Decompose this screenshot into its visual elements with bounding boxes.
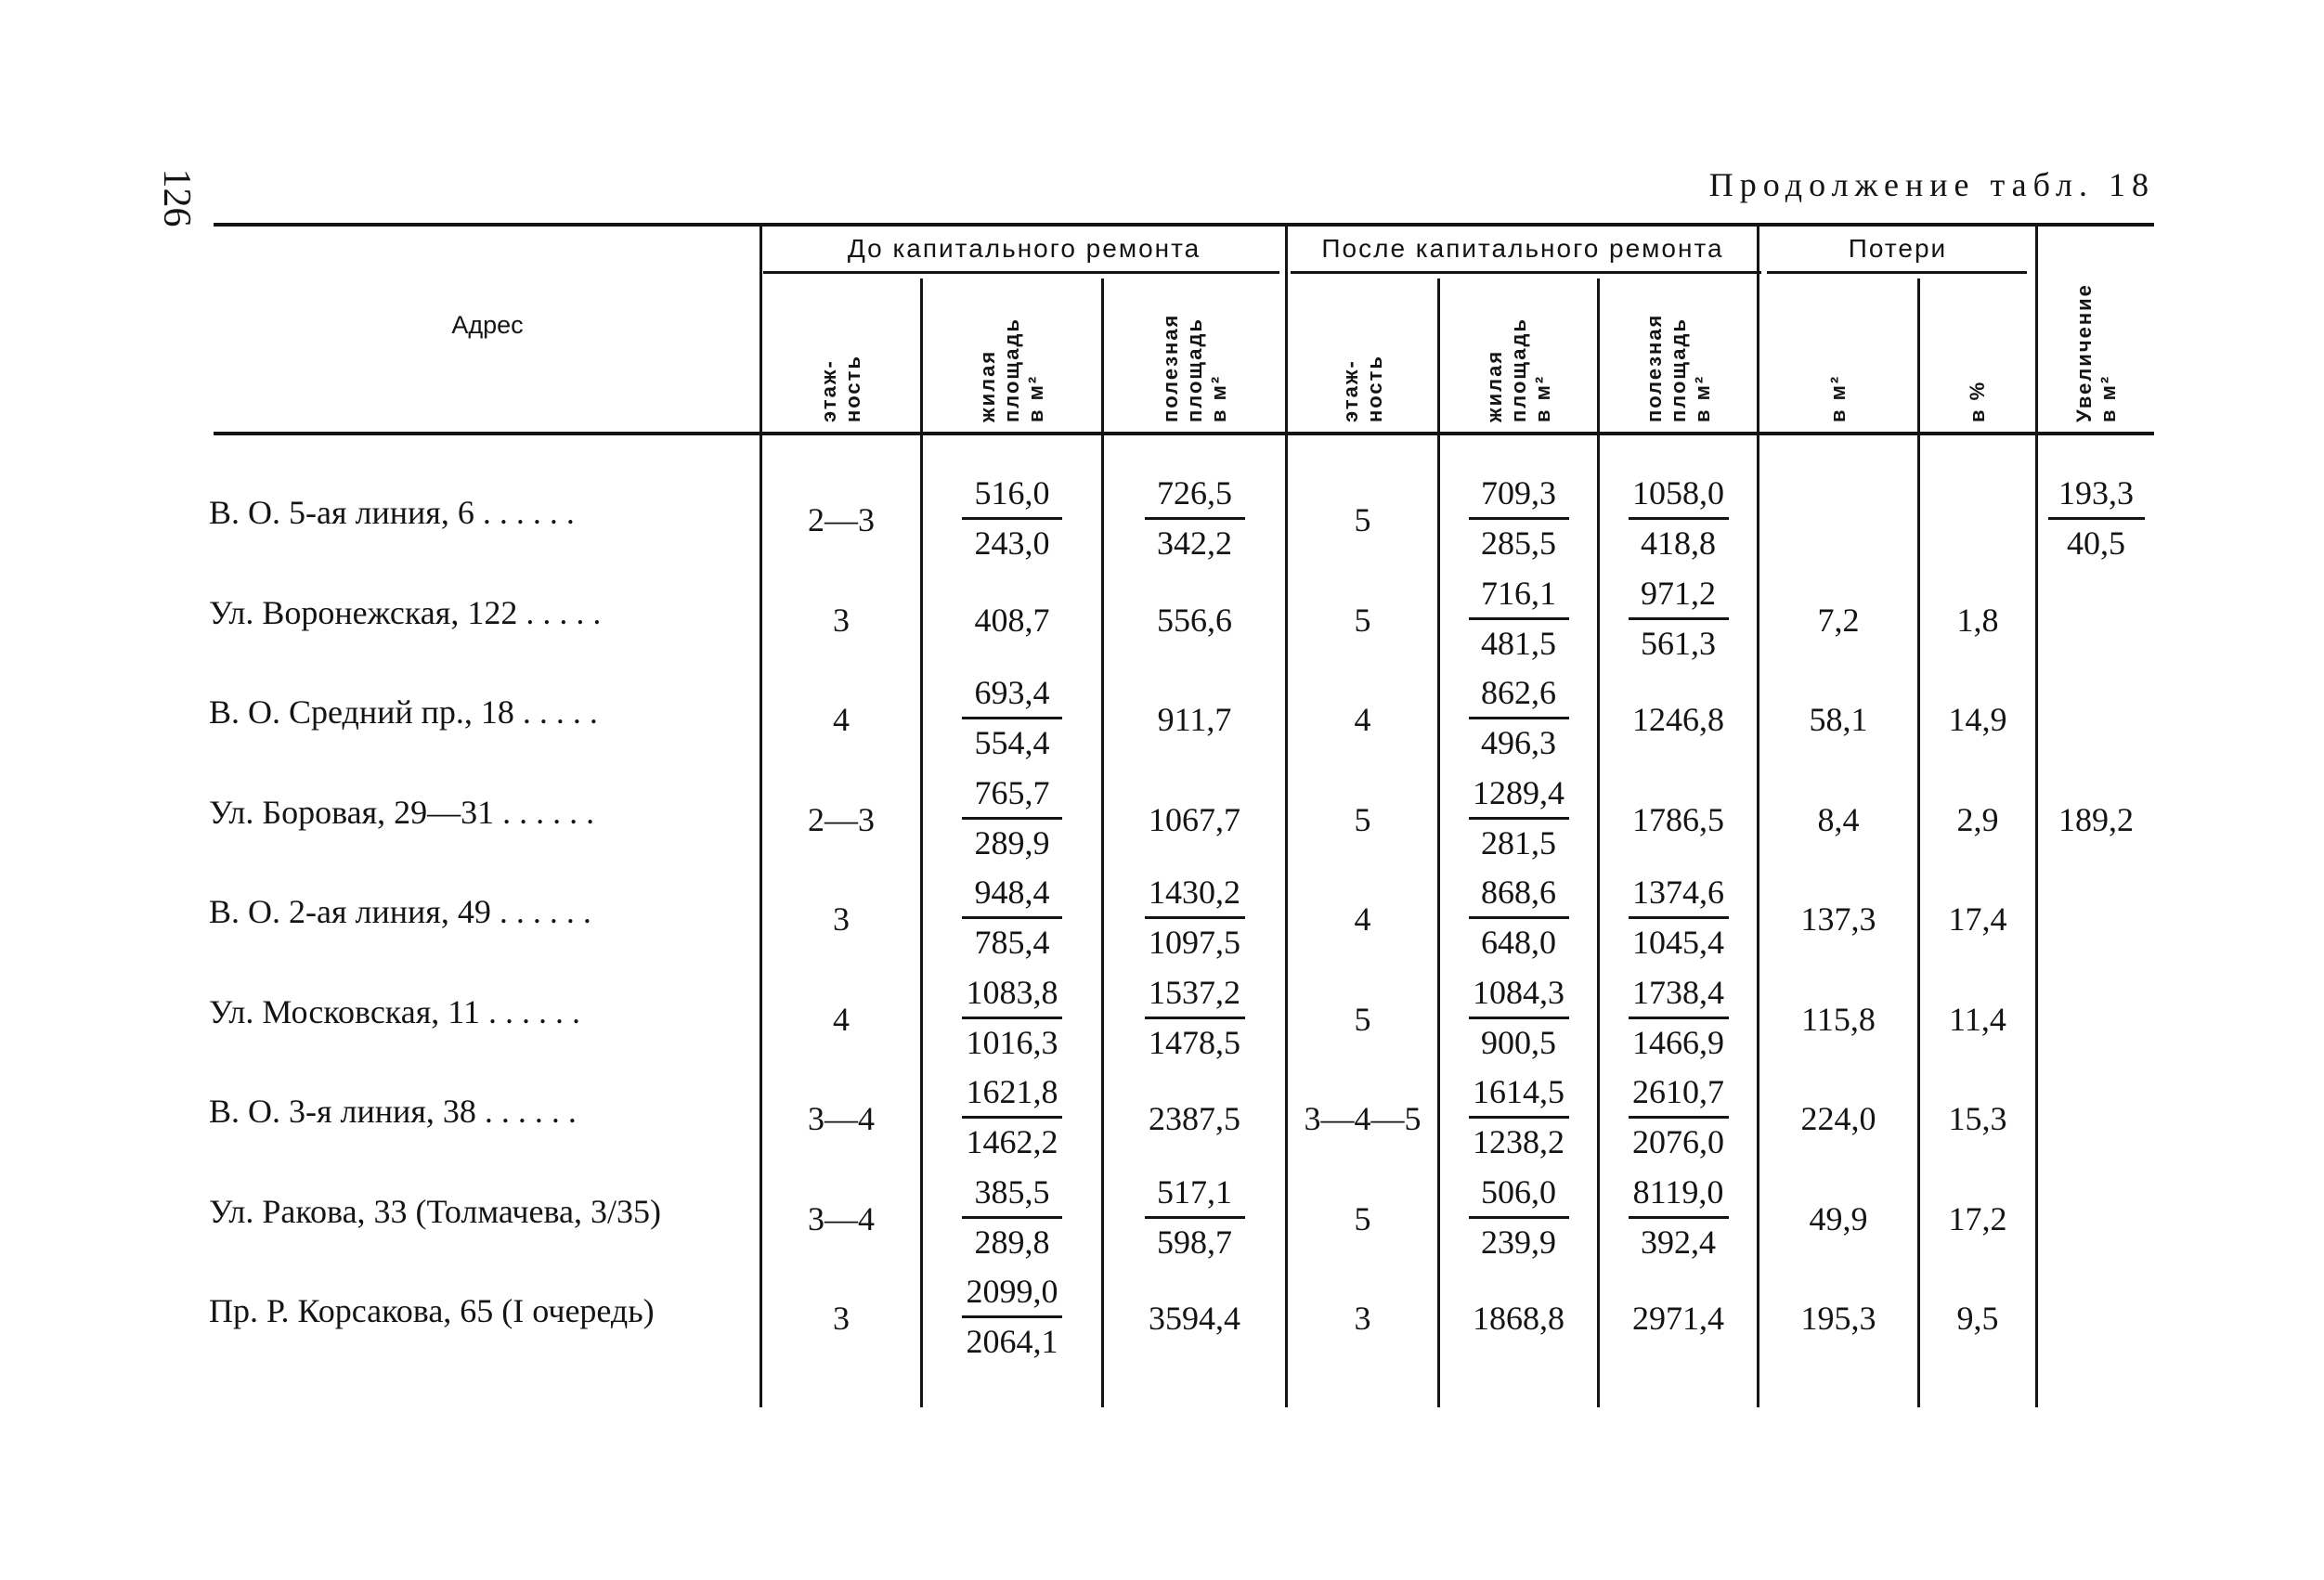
floors-after-cell	[1288, 1169, 1437, 1269]
increase-cell	[2038, 1068, 2154, 1169]
floors-after-cell	[1288, 470, 1437, 570]
group-rule-after	[1291, 271, 1761, 274]
increase-cell	[2038, 1268, 2154, 1368]
cell-value: 408,7	[974, 601, 1050, 639]
group-header-losses: Потери	[1848, 234, 1948, 263]
address-cell: В. О. Средний пр., 18 . . . . .	[209, 693, 598, 731]
cell-value: 5	[1354, 800, 1371, 838]
cell-value: 911,7	[1157, 701, 1232, 738]
useful-before-cell	[1104, 1268, 1285, 1368]
fraction-denominator: 40,5	[2067, 525, 2125, 562]
loss-pct-cell	[1920, 669, 2035, 770]
floors-before-cell	[762, 570, 920, 670]
fraction-numerator: 1289,4	[1473, 773, 1564, 811]
fraction-numerator: 948,4	[974, 874, 1050, 911]
fraction-denominator: 496,3	[1481, 724, 1556, 761]
cell-value: 4	[833, 701, 850, 738]
floors-after-cell	[1288, 869, 1437, 969]
loss-m2-cell	[1759, 1268, 1917, 1368]
fraction-numerator: 726,5	[1157, 474, 1232, 512]
cell-value: 2971,4	[1632, 1300, 1724, 1337]
floors-after-cell	[1288, 669, 1437, 770]
cell-value: 4	[1354, 701, 1371, 738]
useful-after-cell	[1600, 969, 1757, 1069]
cell-value: 58,1	[1809, 701, 1868, 738]
fraction-denominator: 648,0	[1481, 924, 1556, 961]
fraction-denominator: 561,3	[1641, 624, 1716, 662]
cell-value: 3	[833, 1300, 850, 1337]
address-cell: Пр. Р. Корсакова, 65 (I очередь)	[209, 1292, 655, 1329]
fraction-denominator: 243,0	[974, 525, 1050, 562]
column-header-living-before: жилая площадь в м²	[976, 317, 1047, 422]
fraction-denominator: 342,2	[1157, 525, 1232, 562]
column-header-floors-after: этаж- ность	[1338, 355, 1386, 422]
fraction-denominator: 785,4	[974, 924, 1050, 961]
floors-before-cell	[762, 869, 920, 969]
table-row	[0, 1068, 2324, 1169]
cell-value: 2387,5	[1149, 1100, 1240, 1137]
column-header-loss-m2: в м²	[1826, 374, 1850, 422]
useful-after-cell	[1600, 669, 1757, 770]
living-after-cell	[1440, 1068, 1597, 1169]
floors-after-cell	[1288, 770, 1437, 870]
living-before-cell	[923, 869, 1101, 969]
loss-m2-cell	[1759, 770, 1917, 870]
cell-value: 2—3	[808, 501, 875, 538]
fraction-numerator: 1621,8	[966, 1073, 1058, 1110]
fraction-denominator: 481,5	[1481, 624, 1556, 662]
fraction-denominator: 1016,3	[966, 1023, 1058, 1061]
cell-value: 1,8	[1956, 601, 1999, 639]
group-rule-losses	[1767, 271, 2027, 274]
table-row	[0, 770, 2324, 870]
fraction-numerator: 1430,2	[1149, 874, 1240, 911]
increase-cell	[2038, 869, 2154, 969]
fraction-denominator: 1097,5	[1149, 924, 1240, 961]
header-bottom-rule	[214, 432, 2154, 435]
useful-after-cell	[1600, 570, 1757, 670]
fraction-numerator: 516,0	[974, 474, 1050, 512]
table-row	[0, 570, 2324, 670]
useful-before-cell	[1104, 770, 1285, 870]
fraction-numerator: 862,6	[1481, 674, 1556, 711]
useful-after-cell	[1600, 1068, 1757, 1169]
fraction-denominator: 1238,2	[1473, 1123, 1564, 1160]
living-before-cell	[923, 669, 1101, 770]
cell-value: 1786,5	[1632, 800, 1724, 838]
loss-pct-cell	[1920, 470, 2035, 570]
loss-pct-cell	[1920, 869, 2035, 969]
fraction-numerator: 1614,5	[1473, 1073, 1564, 1110]
table-row	[0, 869, 2324, 969]
fraction-denominator: 2064,1	[966, 1323, 1058, 1360]
fraction-denominator: 1045,4	[1632, 924, 1724, 961]
cell-value: 49,9	[1809, 1199, 1868, 1237]
cell-value: 2,9	[1956, 800, 1999, 838]
address-cell: В. О. 2-ая линия, 49 . . . . . .	[209, 893, 591, 930]
increase-cell	[2038, 669, 2154, 770]
page-number: 126	[155, 168, 198, 227]
cell-value: 5	[1354, 1199, 1371, 1237]
table-row	[0, 470, 2324, 570]
fraction-numerator: 693,4	[974, 674, 1050, 711]
loss-m2-cell	[1759, 869, 1917, 969]
floors-before-cell	[762, 669, 920, 770]
address-cell: В. О. 3-я линия, 38 . . . . . .	[209, 1093, 577, 1130]
cell-value: 4	[1354, 900, 1371, 938]
cell-value: 189,2	[2058, 800, 2134, 838]
address-column-header: Адрес	[451, 311, 524, 339]
cell-value: 7,2	[1817, 601, 1860, 639]
living-before-cell	[923, 1068, 1101, 1169]
fraction-denominator: 598,7	[1157, 1223, 1232, 1261]
column-header-useful-after: полезная площадь в м²	[1642, 313, 1714, 422]
fraction-denominator: 289,8	[974, 1223, 1050, 1261]
fraction-numerator: 1374,6	[1632, 874, 1724, 911]
address-cell: Ул. Ракова, 33 (Толмачева, 3/35)	[209, 1192, 661, 1230]
cell-value: 3	[833, 900, 850, 938]
increase-cell	[2038, 470, 2154, 570]
cell-value: 4	[833, 1000, 850, 1038]
fraction-denominator: 392,4	[1641, 1223, 1716, 1261]
fraction-denominator: 1462,2	[966, 1123, 1058, 1160]
fraction-numerator: 517,1	[1157, 1172, 1232, 1211]
increase-cell	[2038, 770, 2154, 870]
useful-before-cell	[1104, 969, 1285, 1069]
increase-cell	[2038, 570, 2154, 670]
cell-value: 5	[1354, 601, 1371, 639]
cell-value: 3	[833, 601, 850, 639]
cell-value: 17,2	[1948, 1199, 2007, 1237]
fraction-numerator: 1084,3	[1473, 973, 1564, 1011]
column-header-living-after: жилая площадь в м²	[1482, 317, 1554, 422]
cell-value: 5	[1354, 1000, 1371, 1038]
loss-pct-cell	[1920, 1169, 2035, 1269]
fraction-numerator: 1537,2	[1149, 973, 1240, 1011]
cell-value: 15,3	[1948, 1100, 2007, 1137]
floors-after-cell	[1288, 570, 1437, 670]
table-row	[0, 1169, 2324, 1269]
living-before-cell	[923, 1268, 1101, 1368]
fraction-denominator: 239,9	[1481, 1223, 1556, 1261]
useful-after-cell	[1600, 1169, 1757, 1269]
floors-before-cell	[762, 470, 920, 570]
cell-value: 11,4	[1949, 1000, 2006, 1038]
floors-after-cell	[1288, 1068, 1437, 1169]
floors-after-cell	[1288, 969, 1437, 1069]
cell-value: 3594,4	[1149, 1300, 1240, 1337]
fraction-numerator: 2099,0	[966, 1273, 1058, 1310]
fraction-numerator: 8119,0	[1632, 1172, 1724, 1211]
fraction-denominator: 418,8	[1641, 525, 1716, 562]
table-caption: Продолжение табл. 18	[1708, 166, 2155, 203]
fraction-denominator: 900,5	[1481, 1023, 1556, 1061]
loss-m2-cell	[1759, 1068, 1917, 1169]
cell-value: 1067,7	[1149, 800, 1240, 838]
fraction-numerator: 1738,4	[1632, 973, 1724, 1011]
floors-before-cell	[762, 1169, 920, 1269]
floors-after-cell	[1288, 1268, 1437, 1368]
living-after-cell	[1440, 669, 1597, 770]
useful-before-cell	[1104, 869, 1285, 969]
living-before-cell	[923, 470, 1101, 570]
column-header-floors-before: этаж- ность	[817, 355, 864, 422]
cell-value: 224,0	[1800, 1100, 1876, 1137]
cell-value: 5	[1354, 501, 1371, 538]
fraction-denominator: 289,9	[974, 823, 1050, 861]
fraction-denominator: 2076,0	[1632, 1123, 1724, 1160]
useful-before-cell	[1104, 1169, 1285, 1269]
loss-pct-cell	[1920, 1068, 2035, 1169]
loss-pct-cell	[1920, 570, 2035, 670]
cell-value: 556,6	[1157, 601, 1232, 639]
useful-after-cell	[1600, 1268, 1757, 1368]
fraction-numerator: 765,7	[974, 773, 1050, 811]
loss-m2-cell	[1759, 470, 1917, 570]
useful-before-cell	[1104, 1068, 1285, 1169]
living-after-cell	[1440, 570, 1597, 670]
living-after-cell	[1440, 1169, 1597, 1269]
increase-cell	[2038, 969, 2154, 1069]
living-before-cell	[923, 969, 1101, 1069]
living-before-cell	[923, 1169, 1101, 1269]
cell-value: 3—4	[808, 1100, 875, 1137]
cell-value: 14,9	[1948, 701, 2007, 738]
living-after-cell	[1440, 1268, 1597, 1368]
cell-value: 8,4	[1817, 800, 1860, 838]
address-cell: Ул. Воронежская, 122 . . . . .	[209, 593, 602, 631]
loss-pct-cell	[1920, 1268, 2035, 1368]
living-after-cell	[1440, 969, 1597, 1069]
loss-m2-cell	[1759, 1169, 1917, 1269]
fraction-denominator: 285,5	[1481, 525, 1556, 562]
fraction-numerator: 506,0	[1481, 1172, 1556, 1211]
fraction-denominator: 1478,5	[1149, 1023, 1240, 1061]
cell-value: 3—4—5	[1304, 1100, 1422, 1137]
living-before-cell	[923, 570, 1101, 670]
fraction-numerator: 193,3	[2058, 474, 2134, 512]
fraction-denominator: 1466,9	[1632, 1023, 1724, 1061]
column-header-increase: Увеличение в м²	[2071, 283, 2120, 422]
group-rule-before	[763, 271, 1279, 274]
fraction-numerator: 971,2	[1641, 574, 1716, 612]
living-after-cell	[1440, 470, 1597, 570]
table-row	[0, 969, 2324, 1069]
cell-value: 3	[1354, 1300, 1371, 1337]
loss-m2-cell	[1759, 570, 1917, 670]
group-header-after: После капитального ремонта	[1321, 234, 1724, 263]
loss-pct-cell	[1920, 770, 2035, 870]
floors-before-cell	[762, 969, 920, 1069]
useful-after-cell	[1600, 470, 1757, 570]
cell-value: 137,3	[1800, 900, 1876, 938]
table-top-rule	[214, 223, 2154, 227]
address-cell: В. О. 5-ая линия, 6 . . . . . .	[209, 494, 575, 531]
fraction-numerator: 868,6	[1481, 874, 1556, 911]
useful-before-cell	[1104, 570, 1285, 670]
increase-cell	[2038, 1169, 2154, 1269]
fraction-denominator: 281,5	[1481, 823, 1556, 861]
fraction-numerator: 716,1	[1481, 574, 1556, 612]
fraction-numerator: 709,3	[1481, 474, 1556, 512]
useful-before-cell	[1104, 669, 1285, 770]
loss-pct-cell	[1920, 969, 2035, 1069]
floors-before-cell	[762, 1268, 920, 1368]
cell-value: 1868,8	[1473, 1300, 1564, 1337]
fraction-denominator: 554,4	[974, 724, 1050, 761]
cell-value: 195,3	[1800, 1300, 1876, 1337]
cell-value: 17,4	[1948, 900, 2007, 938]
loss-m2-cell	[1759, 669, 1917, 770]
column-header-loss-pct: в %	[1966, 380, 1989, 422]
cell-value: 2—3	[808, 800, 875, 838]
cell-value: 3—4	[808, 1199, 875, 1237]
loss-m2-cell	[1759, 969, 1917, 1069]
table-row	[0, 669, 2324, 770]
fraction-numerator: 385,5	[974, 1172, 1050, 1211]
cell-value: 1246,8	[1632, 701, 1724, 738]
living-after-cell	[1440, 770, 1597, 870]
living-after-cell	[1440, 869, 1597, 969]
fraction-numerator: 1083,8	[966, 973, 1058, 1011]
living-before-cell	[923, 770, 1101, 870]
floors-before-cell	[762, 1068, 920, 1169]
address-cell: Ул. Московская, 11 . . . . . .	[209, 992, 580, 1030]
cell-value: 9,5	[1956, 1300, 1999, 1337]
fraction-numerator: 2610,7	[1632, 1073, 1724, 1110]
column-header-useful-before: полезная площадь в м²	[1158, 313, 1230, 422]
floors-before-cell	[762, 770, 920, 870]
useful-after-cell	[1600, 770, 1757, 870]
useful-after-cell	[1600, 869, 1757, 969]
address-cell: Ул. Боровая, 29—31 . . . . . .	[209, 793, 595, 831]
cell-value: 115,8	[1801, 1000, 1876, 1038]
fraction-numerator: 1058,0	[1632, 474, 1724, 512]
table-row	[0, 1268, 2324, 1368]
useful-before-cell	[1104, 470, 1285, 570]
group-header-before: До капитального ремонта	[847, 234, 1201, 263]
